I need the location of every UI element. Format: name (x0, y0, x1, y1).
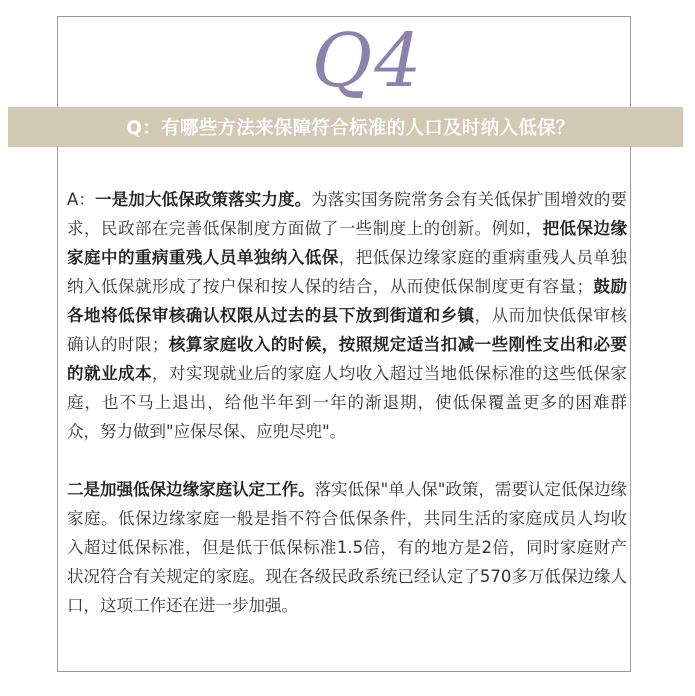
answer-text: 为落实国务院常务会有关低保扩围增效的要求，民政部在完善低保制度方面做了一些制度上的创新。例如， (67, 190, 627, 238)
answer-highlight: 把低保边缘家庭中的重病重残人员单独纳入低保 (67, 219, 627, 267)
answer-text: ，对实现就业后的家庭人均收入超过当地低保标准的这些低保家庭，也不马上退出，给他半年到一年的渐退期，使低保覆盖更多的困难群众，努力做到"应保尽保、应兜尽兜"。 (67, 364, 627, 441)
answer-text: 落实低保"单人保"政策，需要认定低保边缘家庭。低保边缘家庭一般是指不符合低保条件，共同生活的家庭成员人均收入超过低保标准，但是低于低保标准1.5倍，有的地方是2倍，同时家庭财产状况符合有关规定的家庭。现在各级民政系统已经认定了570多万低保边缘人口，这项工作还在进一步加强。 (67, 480, 627, 615)
question-text: Q：有哪些方法来保障符合标准的人口及时纳入低保？ (126, 118, 575, 139)
question-number: Q4 (311, 18, 424, 104)
answer-paragraph-1 (67, 185, 627, 446)
answer-text: ，把低保边缘家庭的重病重残人员单独纳入低保就形成了按户保和按人保的结合，从而使低保制度更有容量； (67, 248, 627, 296)
answer-body (67, 185, 627, 620)
answer-highlight: 核算家庭收入的时候，按照规定适当扣减一些刚性支出和必要的就业成本 (67, 335, 627, 383)
answer-point-heading-2: 二是加强低保边缘家庭认定工作。 (67, 480, 315, 499)
answer-point-heading-1: 一是加大低保政策落实力度。 (95, 190, 312, 209)
answer-text: ，从而加快低保审核确认的时限； (67, 306, 627, 354)
answer-highlight: 鼓励各地将低保审核确认权限从过去的县下放到街道和乡镇 (67, 277, 627, 325)
answer-paragraph-2 (67, 475, 627, 620)
question-banner (8, 107, 683, 147)
answer-prefix: A： (67, 190, 96, 209)
